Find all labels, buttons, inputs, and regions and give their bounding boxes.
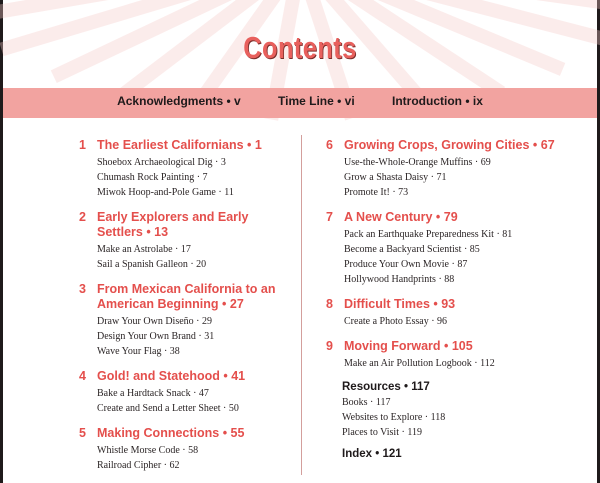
chapter-block <box>79 282 293 359</box>
chapter-block <box>326 297 571 329</box>
column-divider <box>301 135 302 475</box>
chapter-number: 2 <box>79 210 86 224</box>
resource-item[interactable]: Places to Visit · 119 <box>342 427 422 438</box>
chapter-number: 1 <box>79 138 86 152</box>
chapter-number: 4 <box>79 369 86 383</box>
chapter-heading[interactable] <box>326 138 571 153</box>
activity-item[interactable]: Chumash Rock Painting · 7 <box>97 172 208 183</box>
activity-item[interactable]: Whistle Morse Code · 58 <box>97 445 199 456</box>
activity-item[interactable]: Become a Backyard Scientist · 85 <box>344 244 480 255</box>
chapter-block <box>326 339 571 371</box>
activity-item[interactable]: Bake a Hardtack Snack · 47 <box>97 388 209 399</box>
chapter-block <box>79 369 293 416</box>
activity-item[interactable]: Make an Astrolabe · 17 <box>97 244 191 255</box>
activity-item[interactable]: Create and Send a Letter Sheet · 50 <box>97 403 239 414</box>
introduction-link[interactable]: Introduction • ix <box>392 94 483 108</box>
chapter-title: Growing Crops, Growing Cities • 67 <box>344 138 555 152</box>
chapter-block <box>79 138 293 200</box>
chapter-heading[interactable] <box>79 426 293 441</box>
chapter-number: 9 <box>326 339 333 353</box>
activity-item[interactable]: Use-the-Whole-Orange Muffins · 69 <box>344 157 491 168</box>
chapter-title: Moving Forward • 105 <box>344 339 473 353</box>
chapter-title: Gold! and Statehood • 41 <box>97 369 246 383</box>
chapter-title: From Mexican California to an American Beginning • 27 <box>97 282 276 311</box>
resource-item[interactable]: Websites to Explore · 118 <box>342 412 446 423</box>
activity-item[interactable]: Grow a Shasta Daisy · 71 <box>344 172 447 183</box>
chapter-title: Making Connections • 55 <box>97 426 245 440</box>
front-matter-band <box>3 88 597 118</box>
activity-item[interactable]: Promote It! · 73 <box>344 187 409 198</box>
chapter-number: 8 <box>326 297 333 311</box>
chapter-block <box>326 138 571 200</box>
activity-item[interactable]: Produce Your Own Movie · 87 <box>344 259 468 270</box>
activity-item[interactable]: Wave Your Flag · 38 <box>97 346 180 357</box>
chapter-title: Early Explorers and Early Settlers • 13 <box>97 210 249 239</box>
chapter-block <box>326 210 571 287</box>
chapter-title: Difficult Times • 93 <box>344 297 456 311</box>
chapter-block <box>79 210 293 272</box>
chapter-title: The Earliest Californians • 1 <box>97 138 262 152</box>
chapter-heading[interactable] <box>79 369 293 384</box>
chapter-heading[interactable] <box>79 282 293 312</box>
left-column <box>79 138 293 483</box>
activity-item[interactable]: Sail a Spanish Galleon · 20 <box>97 259 207 270</box>
chapter-heading[interactable] <box>326 210 571 225</box>
right-column <box>326 138 571 460</box>
index-heading[interactable]: Index • 121 <box>342 448 402 460</box>
resource-item[interactable]: Books · 117 <box>342 397 391 408</box>
chapter-block <box>79 426 293 473</box>
chapter-number: 3 <box>79 282 86 296</box>
resources-heading[interactable]: Resources • 117 <box>342 381 430 393</box>
activity-item[interactable]: Draw Your Own Diseño · 29 <box>97 316 212 327</box>
chapter-number: 6 <box>326 138 333 152</box>
activity-item[interactable]: Railroad Cipher · 62 <box>97 460 180 471</box>
chapter-title: A New Century • 79 <box>344 210 458 224</box>
chapter-number: 5 <box>79 426 86 440</box>
time-line-link[interactable]: Time Line • vi <box>278 94 355 108</box>
activity-item[interactable]: Create a Photo Essay · 96 <box>344 316 448 327</box>
activity-item[interactable]: Shoebox Archaeological Dig · 3 <box>97 157 226 168</box>
activity-item[interactable]: Pack an Earthquake Preparedness Kit · 81 <box>344 229 513 240</box>
page-title: Contents <box>243 30 357 65</box>
activity-item[interactable]: Hollywood Handprints · 88 <box>344 274 455 285</box>
chapter-heading[interactable] <box>326 297 571 312</box>
activity-item[interactable]: Design Your Own Brand · 31 <box>97 331 215 342</box>
chapter-heading[interactable] <box>79 210 293 240</box>
chapter-heading[interactable] <box>79 138 293 153</box>
acknowledgments-link[interactable]: Acknowledgments • v <box>117 94 241 108</box>
chapter-number: 7 <box>326 210 333 224</box>
activity-item[interactable]: Make an Air Pollution Logbook · 112 <box>344 358 495 369</box>
page-border-left <box>0 0 3 483</box>
activity-item[interactable]: Miwok Hoop-and-Pole Game · 11 <box>97 187 234 198</box>
chapter-heading[interactable] <box>326 339 571 354</box>
